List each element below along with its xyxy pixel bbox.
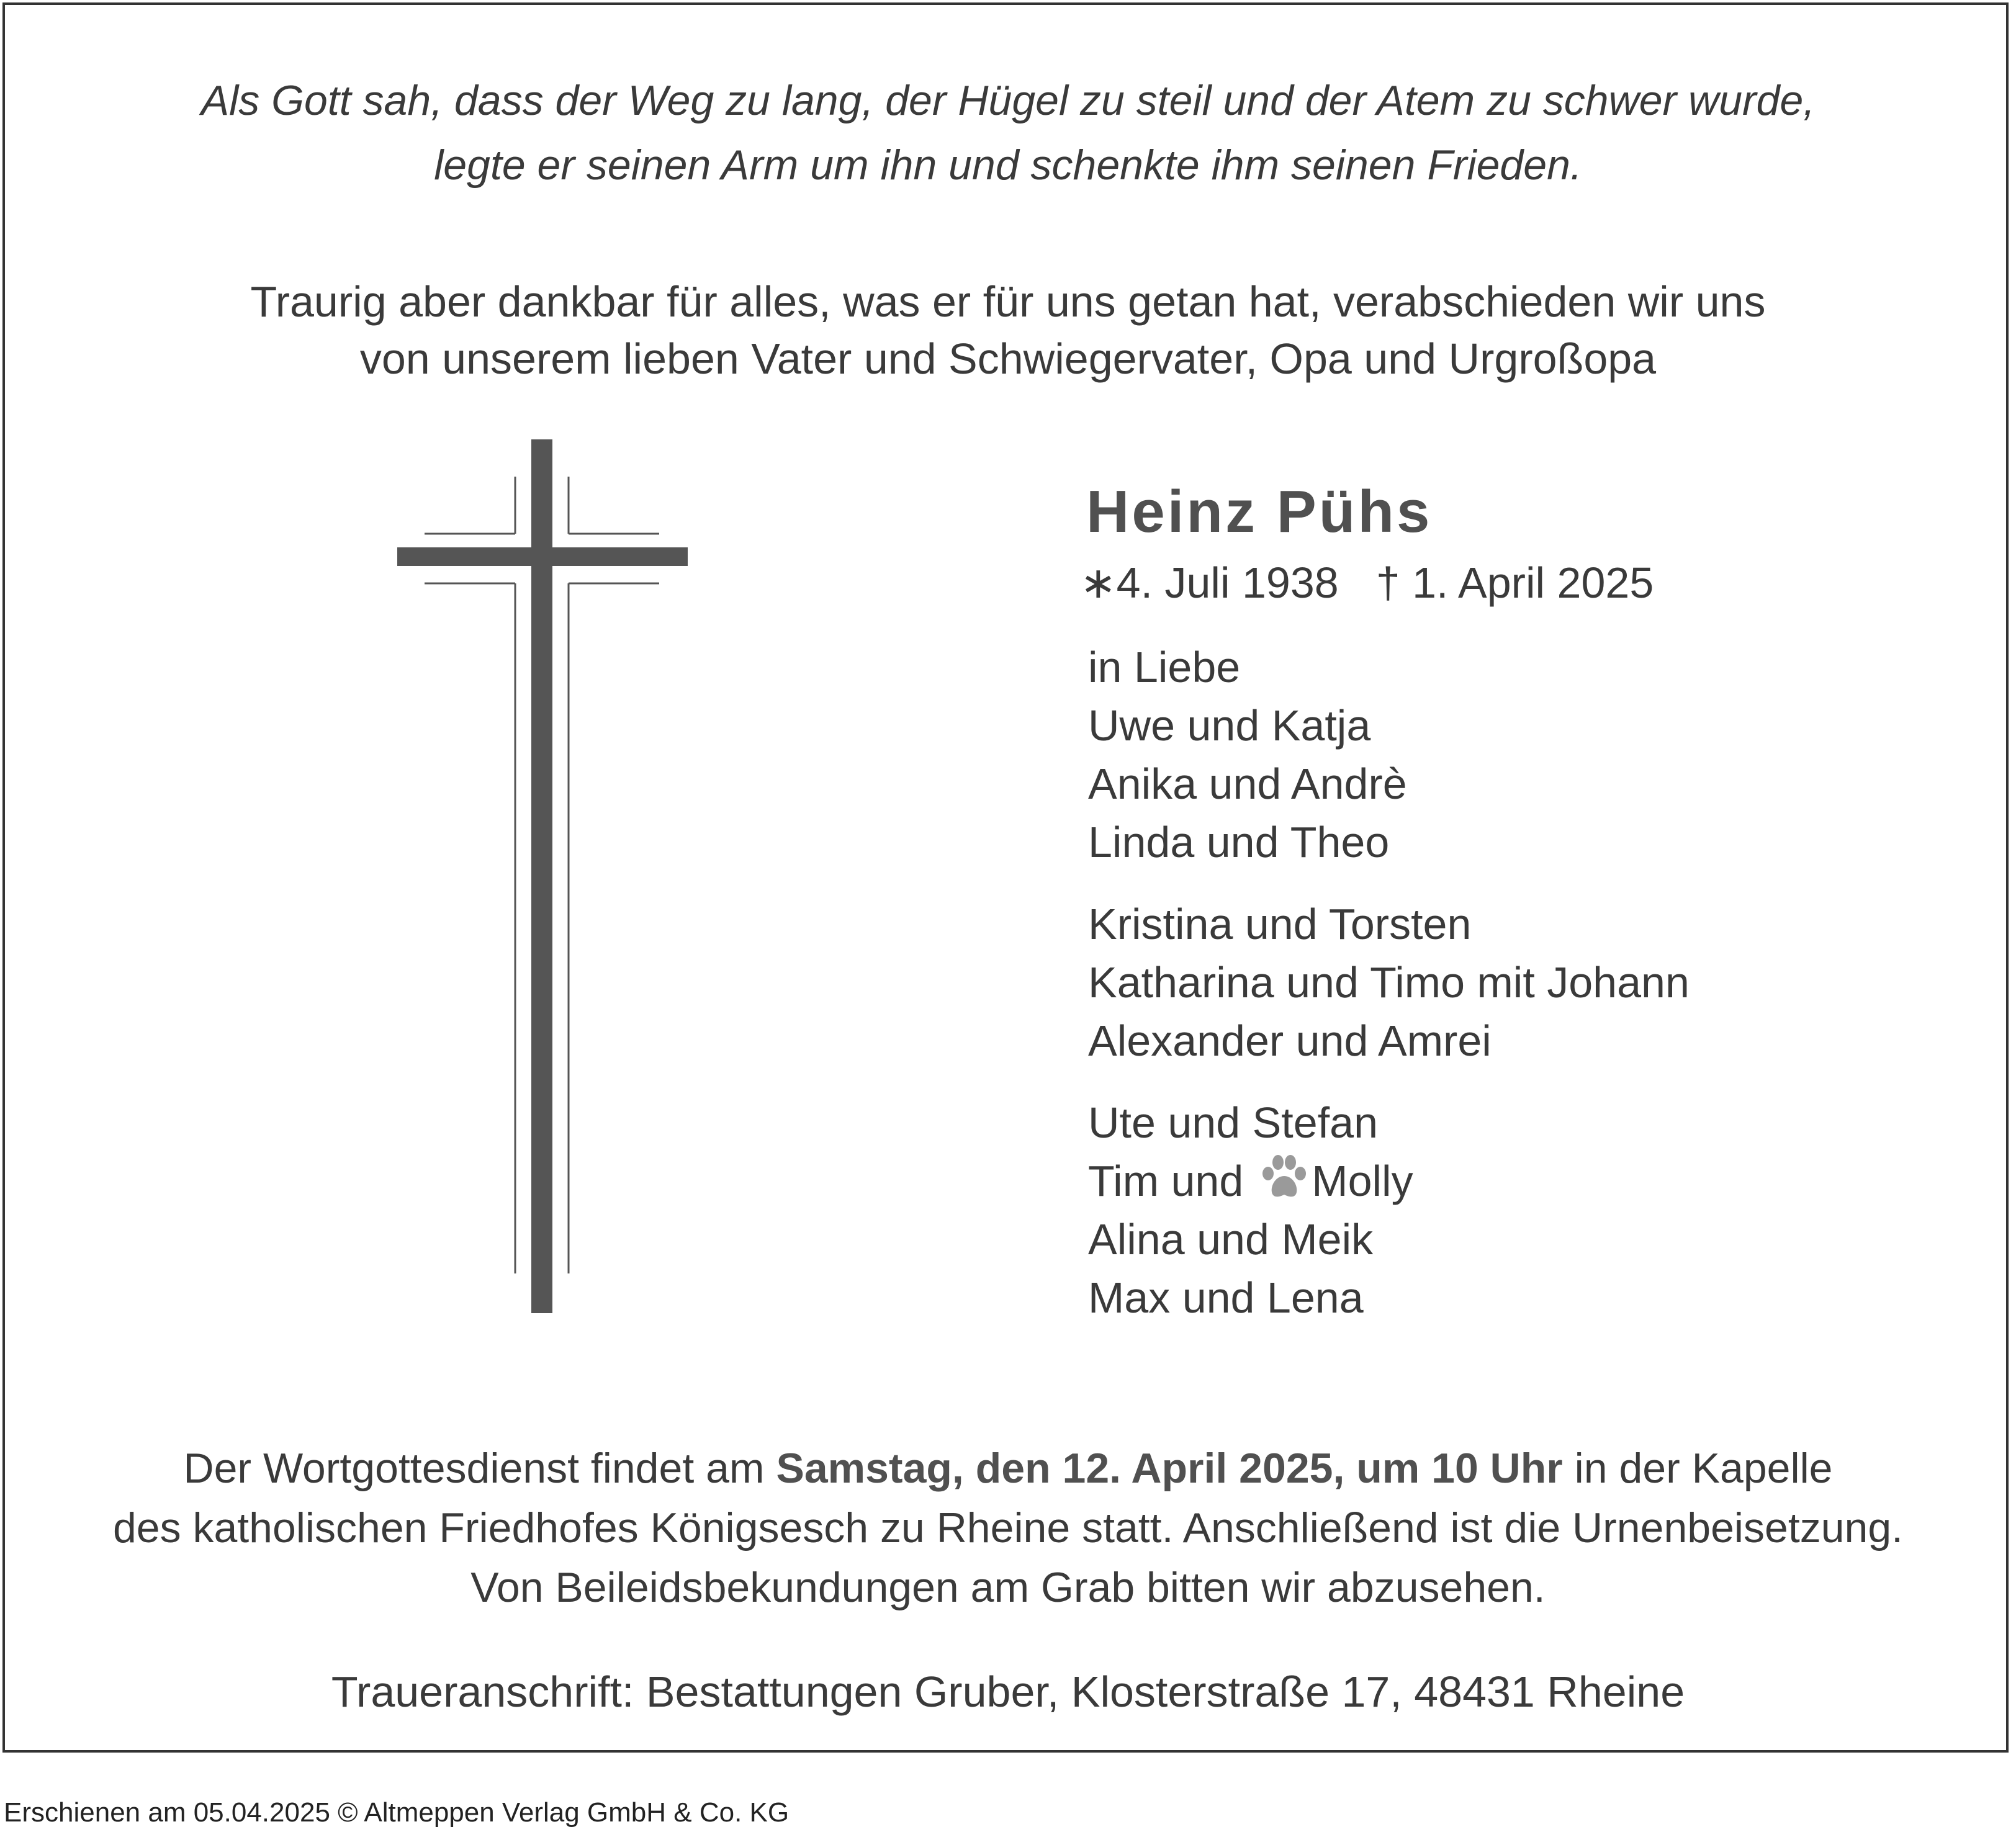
motto-quote <box>0 68 2016 197</box>
paw-icon <box>1259 1154 1309 1201</box>
family-line: Max und Lena <box>1088 1273 1364 1322</box>
motto-line-2: legte er seinen Arm um ihn und schenkte ihm seinen Frieden. <box>434 141 1582 189</box>
birth-date: 4. Juli 1938 <box>1116 559 1339 607</box>
family-line: Alexander und Amrei <box>1088 1017 1492 1065</box>
family-line-with-pet <box>1088 1152 1690 1210</box>
death-symbol: † <box>1375 559 1400 607</box>
family-group-1 <box>1088 638 1690 871</box>
cross-icon <box>391 434 689 1316</box>
family-line: Alina und Meik <box>1088 1215 1374 1264</box>
family-line: Linda und Theo <box>1088 818 1390 866</box>
intro-line-2: von unserem lieben Vater und Schwiegervater, Opa und Urgroßopa <box>359 335 1657 383</box>
family-line: Ute und Stefan <box>1088 1098 1378 1147</box>
publication-footer: Erschienen am 05.04.2025 © Altmeppen Verlag GmbH & Co. KG <box>4 1797 790 1828</box>
family-line: in Liebe <box>1088 643 1241 691</box>
intro-line-1: Traurig aber dankbar für alles, was er für uns getan hat, verabschieden wir uns <box>250 277 1766 326</box>
family-line: Uwe und Katja <box>1088 701 1371 750</box>
deceased-name: Heinz Pühs <box>1086 478 1433 545</box>
pet-name: Molly <box>1312 1157 1413 1205</box>
service-text: Der Wortgottesdienst findet am <box>183 1445 776 1492</box>
service-line-3: Von Beileidsbekundungen am Grab bitten wir abzusehen. <box>470 1564 1546 1611</box>
service-info <box>0 1439 2016 1617</box>
intro-text <box>0 273 2016 387</box>
service-line-2: des katholischen Friedhofes Königsesch zu Rheine statt. Anschließend ist die Urnenbeisetzung. <box>112 1504 1904 1551</box>
birth-symbol: ∗ <box>1080 559 1117 607</box>
family-list <box>1088 638 1690 1350</box>
family-line: Anika und Andrè <box>1088 760 1407 808</box>
life-dates <box>1080 557 1654 608</box>
family-group-3 <box>1088 1093 1690 1327</box>
family-line-text: Tim und <box>1088 1157 1244 1205</box>
family-line: Kristina und Torsten <box>1088 900 1472 948</box>
service-line-1 <box>0 1439 2016 1498</box>
motto-line-1: Als Gott sah, dass der Weg zu lang, der Hügel zu steil und der Atem zu schwer wurde, <box>200 77 1816 124</box>
service-text: in der Kapelle <box>1562 1445 1833 1492</box>
mourning-address: Traueranschrift: Bestattungen Gruber, Klosterstraße 17, 48431 Rheine <box>331 1668 1685 1716</box>
family-line: Katharina und Timo mit Johann <box>1088 958 1690 1007</box>
service-date-time: Samstag, den 12. April 2025, um 10 Uhr <box>776 1445 1563 1492</box>
death-date: 1. April 2025 <box>1412 559 1654 607</box>
family-group-2 <box>1088 895 1690 1070</box>
